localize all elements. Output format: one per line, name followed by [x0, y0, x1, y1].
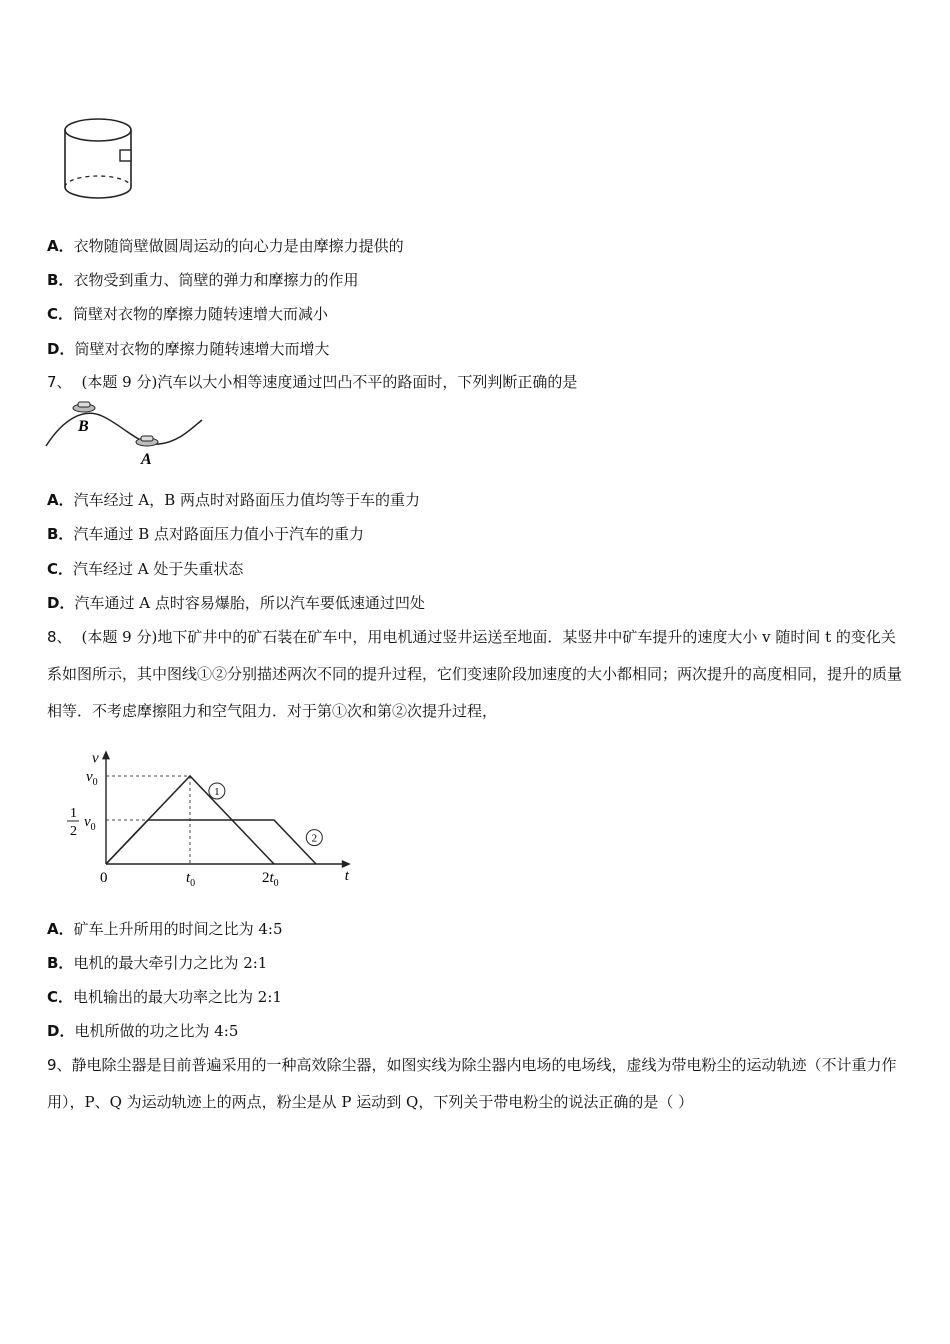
label-a: A — [141, 451, 152, 468]
q6-option-c: C．筒壁对衣物的摩擦力随转速增大而减小 — [47, 305, 329, 323]
drum-bottom-back — [65, 176, 131, 187]
drum-top-rim — [65, 119, 131, 141]
q6-option-d: D．筒壁对衣物的摩擦力随转速增大而增大 — [47, 340, 330, 358]
drum-bottom-front — [65, 187, 131, 198]
series-label-2: 2 — [311, 832, 318, 845]
y-tick-half-den: 2 — [70, 824, 77, 839]
q8-option-b: B．电机的最大牵引力之比为 2:1 — [47, 954, 268, 972]
series-line-2 — [106, 820, 316, 864]
y-tick-half-num: 1 — [70, 806, 77, 821]
car-b-icon — [73, 402, 95, 412]
q8-option-a: A．矿车上升所用的时间之比为 4:5 — [47, 920, 283, 938]
y-axis-arrow — [102, 750, 110, 759]
road-figure — [44, 398, 206, 468]
x-tick-2t0: $2t_0$ — [262, 870, 279, 889]
x-axis-arrow — [342, 860, 351, 868]
q6-option-a: A．衣物随筒壁做圆周运动的向心力是由摩擦力提供的 — [47, 237, 404, 255]
q7-stem: 7、 (本题 9 分)汽车以大小相等速度通过凹凸不平的路面时，下列判断正确的是 — [47, 373, 578, 391]
x-tick-t0: $t_0$ — [186, 870, 196, 889]
label-b: B — [78, 418, 89, 435]
q7-option-b: B．汽车通过 B 点对路面压力值小于汽车的重力 — [47, 525, 364, 543]
road-curve — [46, 413, 202, 446]
vt-chart — [44, 732, 349, 894]
q9-stem: 9、静电除尘器是目前普遍采用的一种高效除尘器，如图实线为除尘器内电场的电场线，虚线为带电粉尘的运动轨迹（不计重力作用），P、Q 为运动轨迹上的两点，粉尘是从 P 运动到 Q，下列关于带电粉尘的说法正确的是（ ） — [47, 1056, 897, 1111]
clothes-block — [120, 150, 131, 161]
q7-option-c: C．汽车经过 A 处于失重状态 — [47, 560, 244, 578]
q7-option-a: A．汽车经过 A，B 两点时对路面压力值均等于车的重力 — [47, 491, 421, 509]
drum-figure — [60, 112, 140, 204]
q8-option-d: D．电机所做的功之比为 4:5 — [47, 1022, 239, 1040]
x-tick-0: 0 — [100, 870, 108, 886]
y-tick-v0: $v_0$ — [86, 769, 98, 788]
q7-option-d: D．汽车通过 A 点时容易爆胎，所以汽车要低速通过凹处 — [47, 594, 425, 612]
series-label-1: 1 — [214, 785, 220, 798]
car-a-icon — [136, 436, 158, 446]
x-axis-label: t — [344, 868, 349, 884]
q8-stem: 8、 (本题 9 分)地下矿井中的矿石装在矿车中，用电机通过竖井运送至地面．某竖井中矿车提升的速度大小 v 随时间 t 的变化关系如图所示，其中图线①②分别描述两次不同的提升过程，它们变速阶段加速度的大小都相同；两次提升的高度相同，提升的质量相等．不考虑摩擦阻力和空气阻力．对于第①次和第②次提升过程， — [47, 628, 903, 720]
q8-option-c: C．电机输出的最大功率之比为 2:1 — [47, 988, 282, 1006]
y-tick-half-v0: $v_0$ — [84, 814, 96, 833]
y-axis-label: v — [92, 750, 99, 767]
q6-option-b: B．衣物受到重力、筒壁的弹力和摩擦力的作用 — [47, 271, 359, 289]
